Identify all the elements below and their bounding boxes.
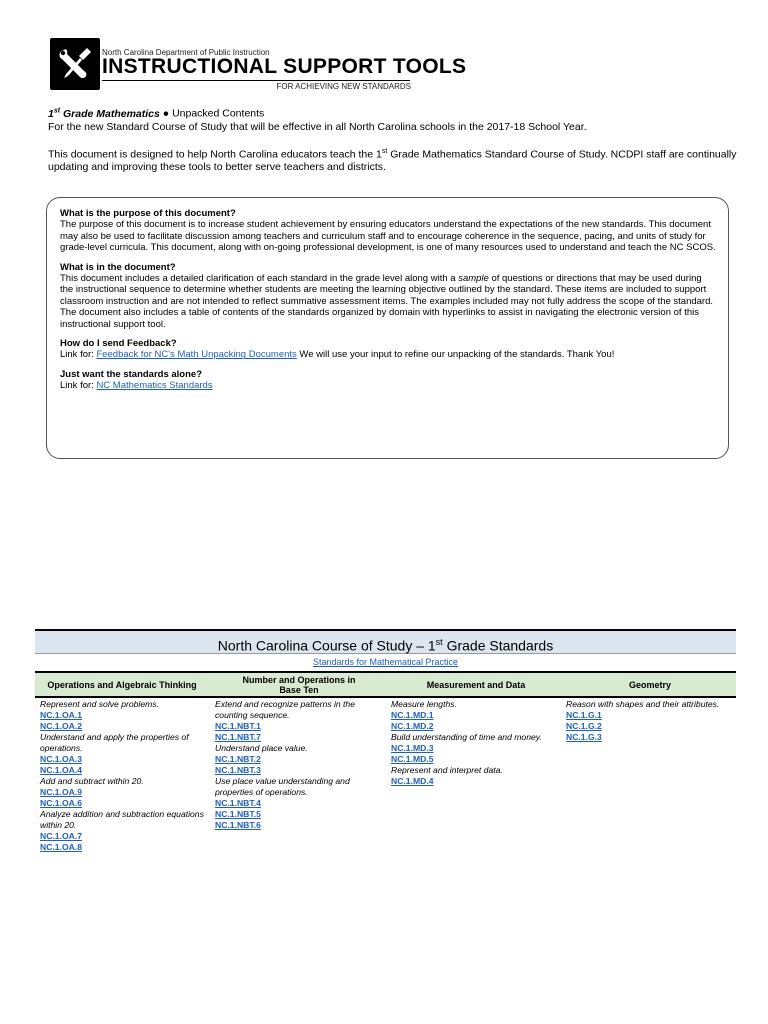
practice-row	[35, 655, 736, 670]
cluster-description: Extend and recognize patterns in the counting sequence.	[215, 699, 355, 720]
standard-link[interactable]: NC.1.OA.7	[40, 831, 83, 841]
intro-paragraph-a: This document is designed to help North Carolina educators teach the 1	[48, 148, 382, 160]
contents-answer-a: This document includes a detailed clarification of each standard in the grade level along with a	[60, 273, 459, 285]
intro-paragraph-b: Grade Mathematics Standard Course of Study. NCDPI staff are continually updating and improving these tools to better serve teachers and districts.	[48, 148, 737, 173]
unpacked-label: Unpacked Contents	[172, 107, 265, 120]
contents-section	[60, 262, 716, 330]
cluster-description: Add and subtract within 20.	[40, 776, 144, 786]
standard-link[interactable]: NC.1.OA.2	[40, 721, 83, 731]
cluster-description: Analyze addition and subtraction equations within 20.	[40, 809, 204, 830]
standards-prefix: Link for:	[60, 380, 97, 392]
purpose-question: What is the purpose of this document?	[60, 208, 236, 219]
grade-number: 1	[48, 107, 54, 120]
feedback-link[interactable]: Feedback for NC's Math Unpacking Documents	[96, 349, 297, 361]
intro-section	[48, 104, 738, 174]
page-header	[50, 38, 467, 91]
column-header-md: Measurement and Data	[426, 679, 526, 690]
standard-link[interactable]: NC.1.OA.9	[40, 787, 83, 797]
purpose-answer: The purpose of this document is to increase student achievement by ensuring educators understand the expectations of the new standards. This document may also be used to facilitate discussion among teachers and curriculum staff and to encourage coherence in the sequence, pacing, and units of study for grade-level curricula. This document, along with on-going professional development, is one of many resources used to understand and teach the NC SCOS.	[60, 219, 716, 254]
standard-link[interactable]: NC.1.OA.3	[40, 754, 83, 764]
feedback-section	[60, 338, 716, 361]
contents-question: What is in the document?	[60, 261, 176, 273]
intro-paragraph	[48, 145, 738, 175]
cluster-description: Measure lengths.	[391, 699, 457, 709]
intro-line: For the new Standard Course of Study that will be effective in all North Carolina schools in the 2017-18 School Year.	[48, 120, 587, 133]
purpose-section	[60, 208, 716, 254]
standard-link[interactable]: NC.1.NBT.4	[215, 798, 261, 808]
header-subtitle: FOR ACHIEVING NEW STANDARDS	[276, 82, 411, 91]
nc-math-standards-link[interactable]: NC Mathematics Standards	[96, 380, 213, 392]
feedback-prefix: Link for:	[60, 349, 97, 361]
standards-table-title	[35, 629, 736, 654]
cluster-description: Use place value understanding and properties of operations.	[215, 776, 350, 797]
grade-title: Grade Mathematics	[60, 107, 160, 120]
standard-link[interactable]: NC.1.MD.3	[391, 743, 434, 753]
cluster-description: Build understanding of time and money.	[391, 732, 542, 742]
standard-link[interactable]: NC.1.OA.8	[40, 842, 83, 852]
feedback-question: How do I send Feedback?	[60, 338, 177, 350]
contents-answer	[60, 273, 716, 330]
standard-link[interactable]: NC.1.G.3	[566, 732, 602, 742]
standard-link[interactable]: NC.1.NBT.5	[215, 809, 261, 819]
header-divider	[102, 80, 410, 81]
cluster-description: Understand place value.	[215, 743, 308, 753]
standard-link[interactable]: NC.1.OA.1	[40, 710, 83, 720]
standards-title-sup: st	[435, 637, 443, 647]
column-header-oa: Operations and Algebraic Thinking	[47, 679, 197, 690]
feedback-suffix: We will use your input to refine our unpacking of the standards. Thank You!	[296, 349, 615, 361]
grade-suffix: st	[53, 107, 61, 114]
practice-standards-link[interactable]: Standards for Mathematical Practice	[312, 657, 459, 667]
standard-link[interactable]: NC.1.OA.4	[40, 765, 83, 775]
standard-link[interactable]: NC.1.MD.2	[391, 721, 434, 731]
standards-title-a: North Carolina Course of Study – 1	[217, 637, 436, 654]
column-oa	[40, 699, 210, 853]
standard-link[interactable]: NC.1.G.2	[566, 721, 602, 731]
column-header-nbt: Number and Operations in Base Ten	[242, 674, 356, 695]
standards-section	[60, 369, 716, 392]
standards-question: Just want the standards alone?	[60, 368, 202, 380]
header-org: North Carolina Department of Public Instruction	[102, 48, 270, 57]
standard-link[interactable]: NC.1.OA.6	[40, 798, 83, 808]
column-nbt	[215, 699, 385, 831]
doc-heading	[48, 104, 738, 121]
standards-answer	[60, 380, 716, 391]
cluster-description: Reason with shapes and their attributes.	[566, 699, 720, 709]
contents-answer-em: sample	[458, 273, 489, 285]
tools-icon	[50, 38, 100, 90]
bullet: ●	[159, 107, 173, 120]
header-title: INSTRUCTIONAL SUPPORT TOOLS	[102, 55, 467, 78]
standard-link[interactable]: NC.1.NBT.6	[215, 820, 261, 830]
cluster-description: Represent and solve problems.	[40, 699, 159, 709]
feedback-answer	[60, 349, 716, 360]
standard-link[interactable]: NC.1.MD.1	[391, 710, 434, 720]
column-header-g: Geometry	[628, 679, 672, 690]
standard-link[interactable]: NC.1.NBT.1	[215, 721, 261, 731]
standard-link[interactable]: NC.1.G.1	[566, 710, 602, 720]
intro-paragraph-sup: st	[381, 147, 388, 155]
cluster-description: Represent and interpret data.	[391, 765, 503, 775]
standard-link[interactable]: NC.1.NBT.3	[215, 765, 261, 775]
column-g	[566, 699, 726, 743]
contents-answer-b: of questions or directions that may be used during the instructional sequence to determine whether students are meeting the learning objective outlined by the standard. These items are included to support classroom instruction and are not intended to reflect summative assessment items. The examples included may not fully address the scope of the standard. The document also includes a table of contents of the standards organized by domain with hyperlinks to assist in navigating the electronic version of this instructional support tool.	[60, 273, 714, 330]
info-box	[46, 197, 729, 459]
column-md	[391, 699, 561, 787]
standard-link[interactable]: NC.1.MD.5	[391, 754, 434, 764]
standards-title-b: Grade Standards	[442, 637, 554, 654]
standard-link[interactable]: NC.1.NBT.7	[215, 732, 261, 742]
standard-link[interactable]: NC.1.NBT.2	[215, 754, 261, 764]
cluster-description: Understand and apply the properties of operations.	[40, 732, 189, 753]
standard-link[interactable]: NC.1.MD.4	[391, 776, 434, 786]
column-header-row	[35, 671, 736, 698]
